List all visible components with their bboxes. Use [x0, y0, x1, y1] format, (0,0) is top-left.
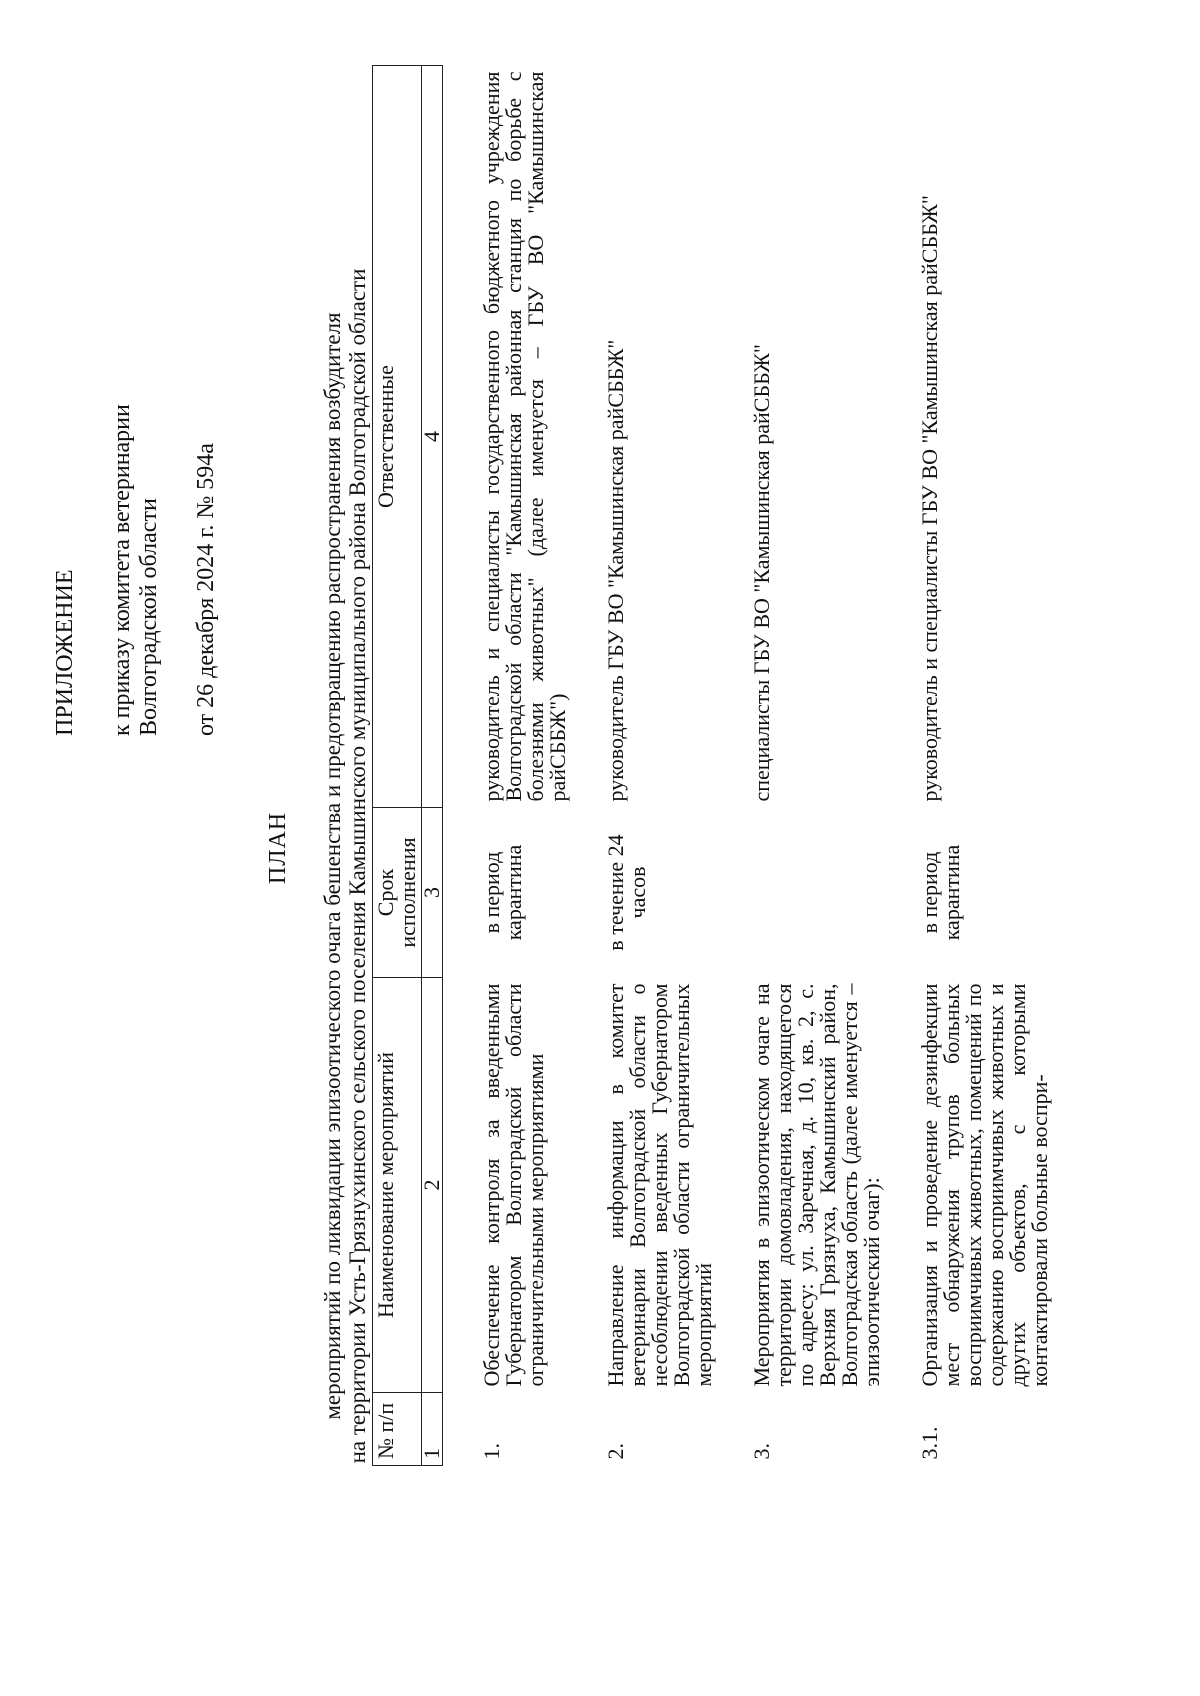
row-term: в период карантина [917, 844, 964, 941]
header-term: Срок исполнения [373, 808, 422, 978]
plan-table [372, 65, 1061, 1466]
table-row [725, 66, 893, 1466]
row-activity: Обеспечение контроля за введенными Губернатором Волгоградской области ограничительными мероприятиями [479, 983, 548, 1387]
table-row [443, 66, 580, 1466]
row-term: в течение 24 часов [603, 834, 650, 951]
header-num: № п/п [373, 1393, 422, 1466]
table-row [893, 66, 1061, 1466]
plan-subtitle-line1: мероприятий по ликвидации эпизоотического очага бешенства и предотвращению распространения возбудителя [320, 312, 345, 1420]
row-activity: Направление информации в комитет ветеринарии Волгоградской области о несоблюдении введенных Губернатором Волгоградской области ограничительных мероприятий [603, 983, 716, 1387]
column-number: 4 [422, 66, 443, 808]
appendix-block [52, 176, 220, 736]
plan-subtitle-line2: на территории Усть-Грязнухинского сельского поселения Камышинского муниципального района Волгоградской области [345, 268, 370, 1464]
row-activity: Организация и проведение дезинфекции мест обнаружения трупов больных восприимчивых животных, помещений по содержанию восприимчивых животных и других объектов, с которыми контактировали больные воспри- [917, 983, 1052, 1387]
row-term: в период карантина [479, 844, 526, 941]
appendix-title: ПРИЛОЖЕНИЕ [52, 569, 78, 736]
column-number: 1 [422, 1393, 443, 1466]
header-name: Наименование мероприятий [373, 978, 422, 1393]
header-resp: Ответственные [373, 66, 422, 808]
row-term [725, 808, 893, 978]
plan-subtitle [320, 236, 370, 1496]
table-header-row [373, 66, 422, 1466]
appendix-date: от 26 декабря 2024 г. № 594а [193, 443, 219, 736]
row-responsible: руководитель и специалисты государственного бюджетного учреждения Волгоградской области "Камышинская районная станция по борьбе с болезнями животных" (далее именуется – ГБУ ВО "Камышинская райСББЖ") [479, 71, 570, 802]
plan-title: ПЛАН [265, 811, 291, 885]
row-activity: Мероприятия в эпизоотическом очаге на территории домовладения, находящегося по адресу: ул. Заречная, д. 10, кв. 2, с. Верхняя Грязнуха, Камышинский район, Волгоградская область (далее именуется – эпизоотический очаг): [749, 983, 884, 1387]
row-number: 1. [479, 1443, 504, 1460]
column-number: 2 [422, 978, 443, 1393]
table-row [579, 66, 725, 1466]
appendix-order-line1: к приказу комитета ветеринарии [109, 404, 135, 736]
row-responsible: руководитель и специалисты ГБУ ВО "Камышинская райСББЖ" [917, 195, 942, 802]
column-number-row [422, 66, 443, 1466]
row-number: 3.1. [917, 1426, 942, 1460]
column-number: 3 [422, 808, 443, 978]
row-responsible: специалисты ГБУ ВО "Камышинская райСББЖ" [749, 344, 774, 802]
row-number: 2. [603, 1443, 628, 1460]
appendix-order-line2: Волгоградской области [136, 498, 162, 736]
row-responsible: руководитель ГБУ ВО "Камышинская райСББЖ" [603, 339, 628, 802]
row-number: 3. [749, 1443, 774, 1460]
